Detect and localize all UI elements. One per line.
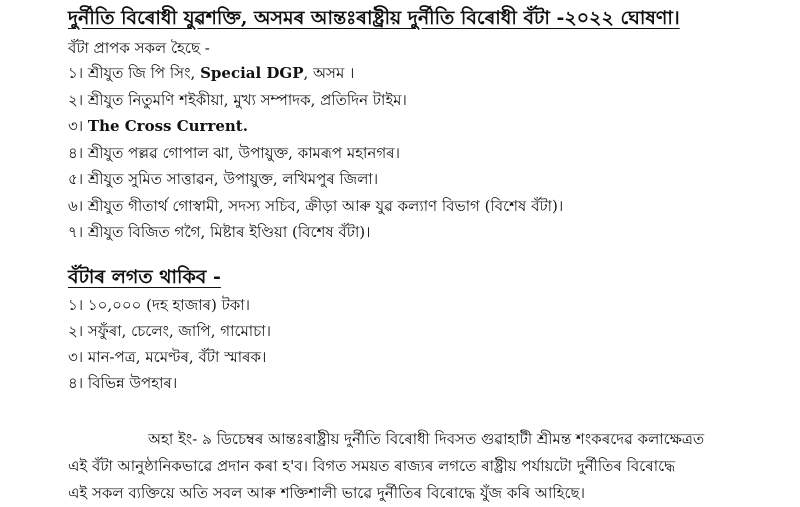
award-contents-list xyxy=(68,292,271,396)
awardee-list xyxy=(68,60,563,246)
item-text-bold: Special DGP xyxy=(200,64,304,82)
list-item xyxy=(68,113,563,140)
list-item xyxy=(68,60,563,87)
item-text: , অসম । xyxy=(303,64,355,82)
list-item xyxy=(68,219,563,246)
item-text: শ্ৰীযুত নিতুমণি শইকীয়া, মুখ্য সম্পাদক, প্ৰতিদিন টাইম। xyxy=(87,90,407,109)
item-number: ৫। xyxy=(68,170,84,188)
item-text: শ্ৰীযুত গীতাৰ্থ গোস্বামী, সদস্য সচিব, ক্ৰীড়া আৰু যুৱ কল্যাণ বিভাগ (বিশেষ বঁটা)। xyxy=(87,196,564,215)
list-item xyxy=(68,166,563,193)
list-item xyxy=(68,292,271,318)
list-item xyxy=(68,140,563,167)
paragraph-line: এই বঁটা আনুষ্ঠানিকভাৱে প্ৰদান কৰা হ'ব। বিগত সময়ত ৰাজ্যৰ লগতে ৰাষ্ট্ৰীয় পৰ্যায়টো দুৰ্নীতিৰ বিৰোদ্ধে xyxy=(68,457,676,475)
item-text: বিভিন্ন উপহাৰ। xyxy=(87,374,178,392)
document-title: দুৰ্নীতি বিৰোধী যুৱশক্তি, অসমৰ আন্তঃৰাষ্ট্ৰীয় দুৰ্নীতি বিৰোধী বঁটা -২০২২ ঘোষণা। xyxy=(68,7,680,29)
item-text: শ্ৰীযুত সুমিত সাত্তাৱন, উপায়ুক্ত, লখিমপুৰ জিলা। xyxy=(87,170,379,188)
item-text: সফুঁৰা, চেলেং, জাপি, গামোচা। xyxy=(87,322,271,340)
item-text: শ্ৰীযুত পল্লৱ গোপাল ঝা, উপায়ুক্ত, কামৰূপ মহানগৰ। xyxy=(87,143,400,162)
item-text: শ্ৰীযুত বিজিত গগৈ, মিষ্টাৰ ইণ্ডিয়া (বিশেষ বঁটা)। xyxy=(87,223,371,241)
item-number: ২। xyxy=(68,322,84,340)
item-text: মান-পত্ৰ, মমেণ্টৰ, বঁটা স্মাৰক। xyxy=(87,348,267,366)
list-item xyxy=(68,318,271,344)
item-text: শ্ৰীযুত জি পি সিং, xyxy=(87,64,201,82)
paragraph-line: অহা ইং- ৯ ডিচেম্বৰ আন্তঃৰাষ্ট্ৰীয় দুৰ্নীতি বিৰোধী দিবসত গুৱাহাটী শ্ৰীমন্ত শংকৰদেৱ কলাক্ষেত্ৰত xyxy=(148,430,705,448)
list-item xyxy=(68,193,563,220)
item-number: ৩। xyxy=(68,348,84,366)
item-number: ৪। xyxy=(68,374,84,392)
list-item xyxy=(68,370,271,396)
item-number: ১। xyxy=(68,64,84,82)
item-number: ১। xyxy=(68,296,84,314)
item-number: ৪। xyxy=(68,143,84,162)
item-number: ৭। xyxy=(68,223,84,241)
item-text: ১০,০০০ (দহ হাজাৰ) টকা। xyxy=(87,296,250,314)
list-item xyxy=(68,344,271,370)
item-number: ৩। xyxy=(68,117,84,135)
section-heading: বঁটাৰ লগত থাকিব - xyxy=(68,266,221,288)
body-paragraph xyxy=(68,426,728,507)
list-item xyxy=(68,87,563,114)
awardees-intro: বঁটা প্ৰাপক সকল হৈছে - xyxy=(68,39,210,57)
item-number: ৬। xyxy=(68,196,84,215)
item-text-bold: The Cross Current. xyxy=(87,117,248,135)
item-number: ২। xyxy=(68,90,84,109)
paragraph-line: এই সকল ব্যক্তিয়ে অতি সবল আৰু শক্তিশালী ভাৱে দুৰ্নীতিৰ বিৰোদ্ধে যুঁজ কৰি আহিছে। xyxy=(68,484,586,502)
